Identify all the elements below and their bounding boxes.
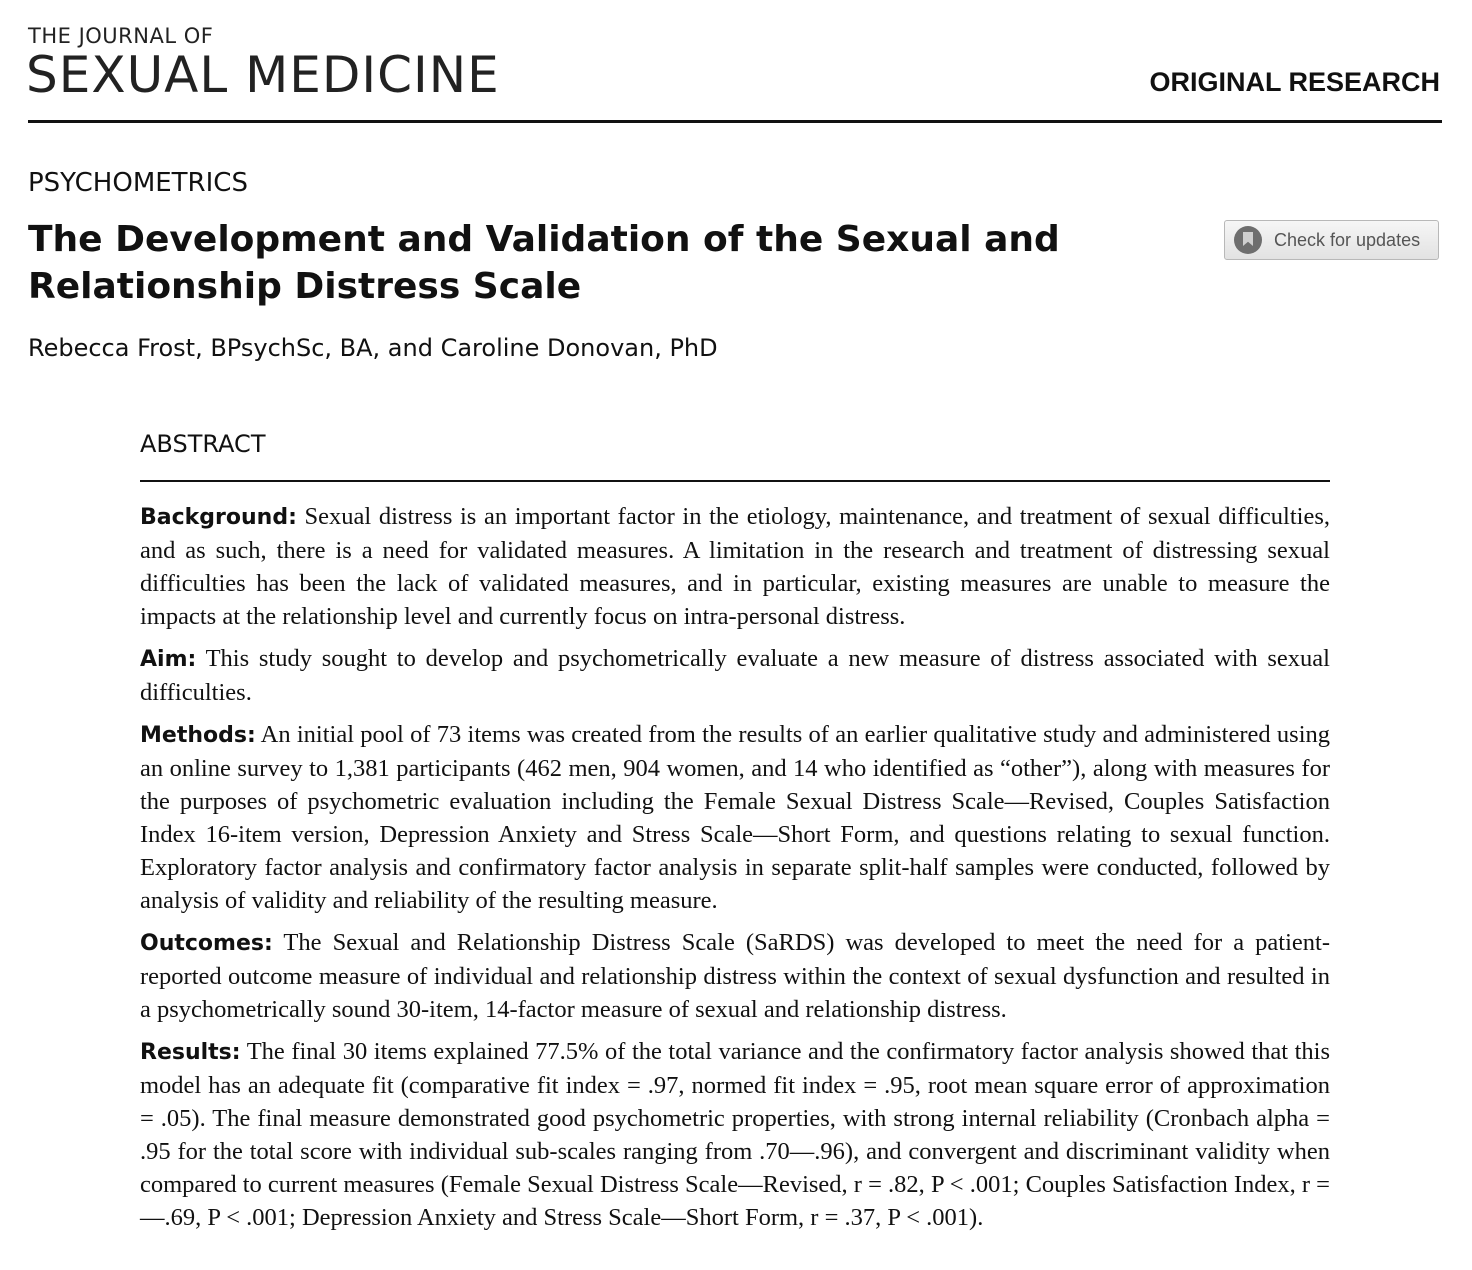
section-text: The Sexual and Relationship Distress Scale (SaRDS) was developed to meet the need for a patient-reported outcome measure of individual and relationship distress within the context of sexual dysfunction and resulted in a psychometrically sound 30-item, 14-factor measure of sexual and relationship distress.: [140, 929, 1330, 1023]
article-type-label: ORIGINAL RESEARCH: [1149, 67, 1440, 97]
abstract-divider: [140, 480, 1330, 482]
abstract-aim: [140, 642, 1330, 709]
abstract-outcomes: [140, 926, 1330, 1026]
section-text: Sexual distress is an important factor in the etiology, maintenance, and treatment of sexual difficulties, and as such, there is a need for validated measures. A limitation in the research and treatment of distressing sexual difficulties has been the lack of validated measures, and in particular, existing measures are unable to measure the impacts at the relationship level and currently focus on intra-personal distress.: [140, 503, 1331, 630]
section-text: An initial pool of 73 items was created from the results of an earlier qualitative study and administered using an online survey to 1,381 participants (462 men, 904 women, and 14 who identified as “other”), along with measures for the purposes of psychometric evaluation including the Female Sexual Distress Scale—Revised, Couples Satisfaction Index 16-item version, Depression Anxiety and Stress Scale—Short Form, and questions relating to sexual function. Exploratory factor analysis and confirmatory factor analysis in separate split-half samples were conducted, followed by analysis of validity and reliability of the resulting measure.: [140, 721, 1331, 914]
journal-prefix: THE JOURNAL OF: [28, 24, 214, 48]
section-label: Outcomes:: [140, 931, 273, 956]
abstract-heading: ABSTRACT: [140, 430, 266, 458]
header-divider: [28, 120, 1442, 123]
check-for-updates-button[interactable]: [1224, 220, 1439, 260]
section-label: Methods:: [140, 723, 256, 748]
abstract-background: [140, 500, 1330, 633]
article-title: The Development and Validation of the Sexual and Relationship Distress Scale: [28, 219, 1060, 307]
section-text: This study sought to develop and psychometrically evaluate a new measure of distress associated with sexual difficulties.: [140, 645, 1330, 706]
section-label: Background:: [140, 505, 297, 530]
abstract-body: [140, 500, 1330, 1243]
bookmark-icon: [1234, 226, 1262, 254]
check-for-updates-label: Check for updates: [1274, 229, 1421, 250]
article-section: PSYCHOMETRICS: [28, 168, 248, 198]
section-text: The final 30 items explained 77.5% of the total variance and the confirmatory factor analysis showed that this model has an adequate fit (comparative fit index = .97, normed fit index = .95, root mean square error of approximation = .05). The final measure demonstrated good psychometric properties, with strong internal reliability (Cronbach alpha = .95 for the total score with individual sub-scales ranging from .70—.96), and convergent and discriminant validity when compared to current measures (Female Sexual Distress Scale—Revised, r = .82, P < .001; Couples Satisfaction Index, r = —.69, P < .001; Depression Anxiety and Stress Scale—Short Form, r = .37, P < .001).: [140, 1038, 1330, 1231]
section-label: Results:: [140, 1040, 241, 1065]
abstract-methods: [140, 718, 1330, 917]
section-label: Aim:: [140, 647, 197, 672]
journal-name: SEXUAL MEDICINE: [26, 46, 500, 104]
abstract-results: [140, 1035, 1330, 1234]
author-list: Rebecca Frost, BPsychSc, BA, and Caroline Donovan, PhD: [28, 334, 718, 362]
